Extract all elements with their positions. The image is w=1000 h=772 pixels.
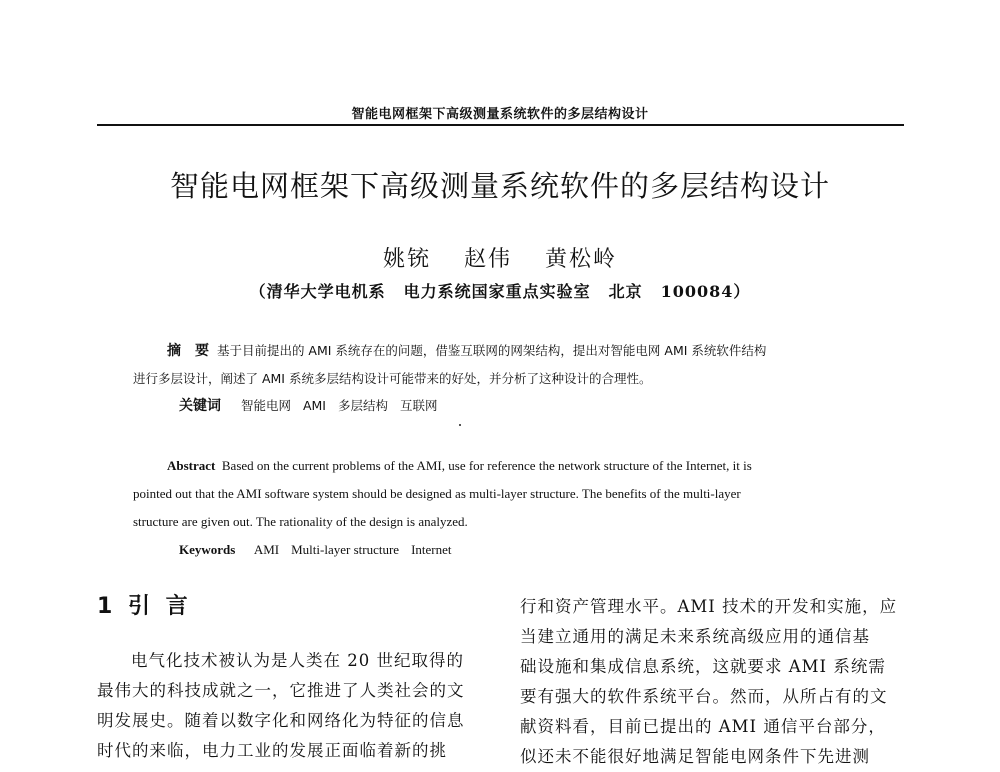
abstract-en-line: structure are given out. The rationality of the design is analyzed. — [133, 514, 468, 529]
keyword: Internet — [411, 542, 452, 557]
abstract-en-line: Based on the current problems of the AMI, use for reference the network structure of the Internet, it is — [221, 458, 752, 473]
affiliation-dept: （清华大学电机系 — [249, 282, 386, 301]
header-rule — [97, 124, 904, 126]
author: 黄松岭 — [545, 247, 618, 272]
body-line: 最伟大的科技成就之一，它推进了人类社会的文 — [97, 681, 465, 700]
body-line: 础设施和集成信息系统，这就要求 AMI 系统需 — [520, 657, 886, 676]
abstract-cn-line: 基于目前提出的 AMI 系统存在的问题，借鉴互联网的网架结构，提出对智能电网 AMI 系统软件结构 — [216, 343, 767, 358]
author: 赵伟 — [463, 247, 512, 272]
keywords-cn-label: 关键词 — [179, 398, 221, 414]
affiliation-lab: 电力系统国家重点实验室 — [403, 282, 591, 301]
abstract-cn — [133, 337, 873, 420]
body-line: 要有强大的软件系统平台。然而，从所占有的文 — [520, 687, 888, 706]
author-list — [0, 242, 1000, 273]
section-heading-intro: 1 引 言 — [97, 594, 192, 619]
abstract-cn-label: 摘 要 — [167, 343, 209, 359]
affiliation-city: 北京 — [608, 282, 643, 301]
body-line: 电气化技术被认为是人类在 20 世纪取得的 — [131, 651, 464, 670]
keyword: AMI — [253, 542, 280, 557]
abstract-en-label: Abstract — [167, 458, 216, 473]
stray-dot — [459, 424, 461, 426]
abstract-en-line: pointed out that the AMI software system should be designed as multi-layer structure. The benefits of the multi-layer — [133, 486, 741, 501]
body-line: 献资料看，目前已提出的 AMI 通信平台部分， — [520, 717, 886, 736]
body-line: 当建立通用的满足未来系统高级应用的通信基 — [520, 627, 870, 646]
body-column-left — [97, 646, 485, 766]
body-line: 明发展史。随着以数字化和网络化为特征的信息 — [97, 711, 465, 730]
body-line: 似还未不能很好地满足智能电网条件下先进测 — [520, 747, 870, 766]
abstract-en — [133, 452, 873, 564]
author: 姚铳 — [382, 247, 431, 272]
keyword: 智能电网 — [240, 398, 291, 413]
keyword: 互联网 — [400, 398, 438, 413]
keywords-en-label: Keywords — [179, 542, 236, 557]
affiliation-postcode: 100084） — [660, 282, 751, 301]
body-line: 行和资产管理水平。AMI 技术的开发和实施，应 — [520, 597, 898, 616]
running-header: 智能电网框架下高级测量系统软件的多层结构设计 — [351, 107, 649, 122]
affiliation — [0, 279, 1000, 302]
keyword: Multi-layer structure — [291, 542, 400, 557]
keyword: 多层结构 — [338, 398, 389, 413]
paper-title: 智能电网框架下高级测量系统软件的多层结构设计 — [169, 169, 830, 203]
body-column-right — [520, 592, 905, 772]
keyword: AMI — [302, 398, 326, 413]
body-line: 时代的来临，电力工业的发展正面临着新的挑 — [97, 741, 447, 760]
abstract-cn-line: 进行多层设计，阐述了 AMI 系统多层结构设计可能带来的好处，并分析了这种设计的合理性。 — [133, 371, 652, 386]
